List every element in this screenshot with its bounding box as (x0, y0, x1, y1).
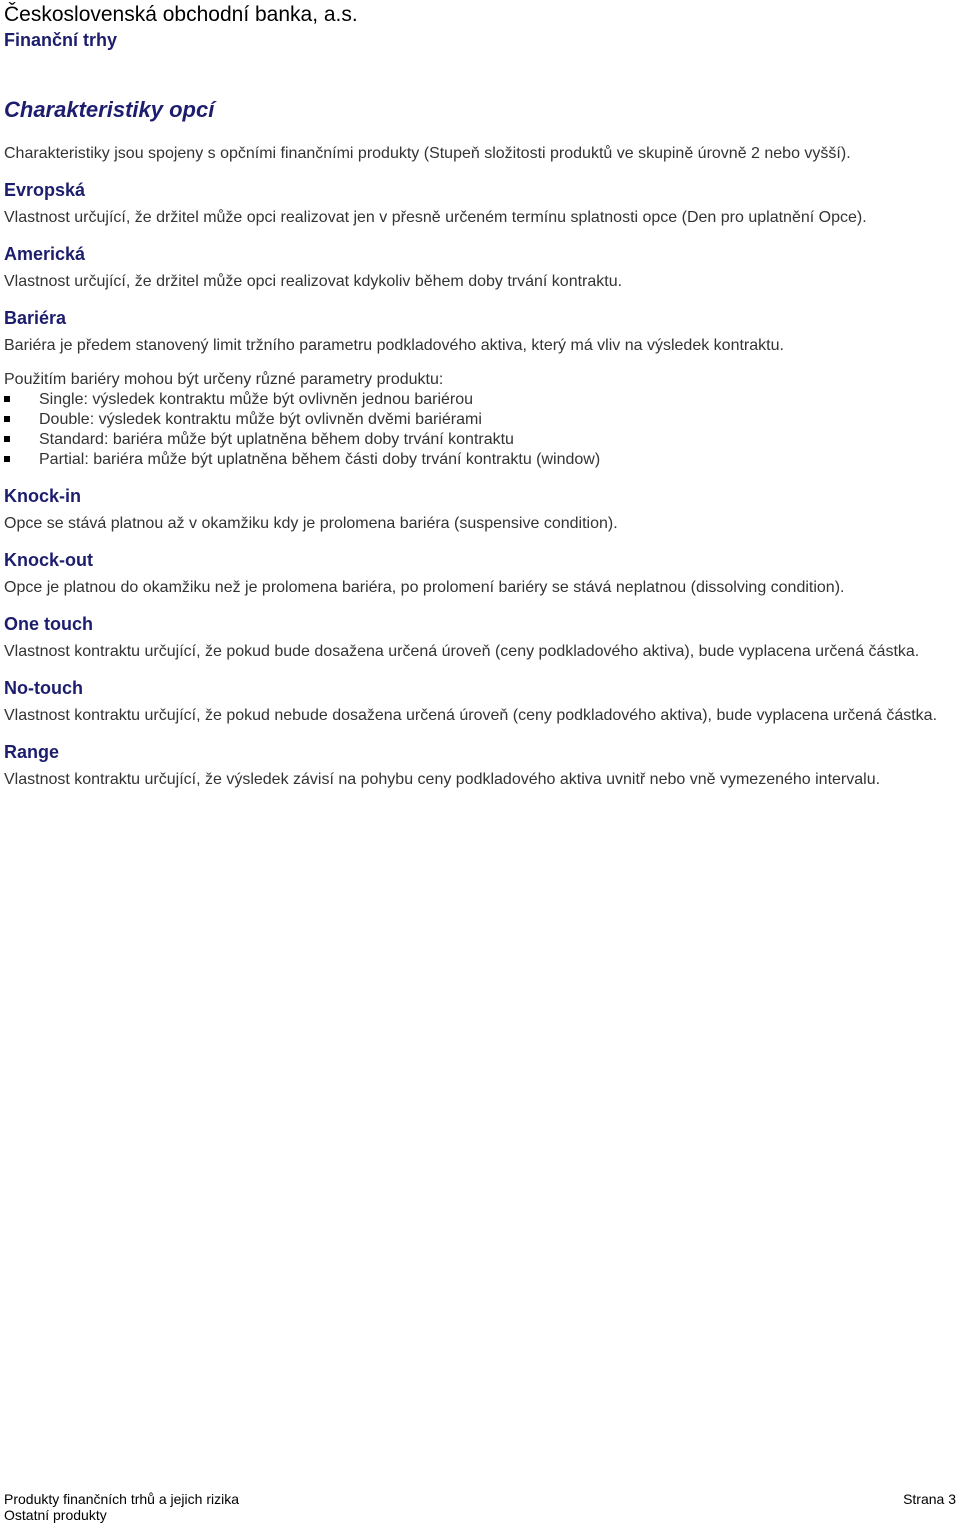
header-subtitle: Finanční trhy (4, 30, 118, 50)
section-text: Opce se stává platnou až v okamžiku kdy je prolomena bariéra (suspensive condition). (4, 515, 618, 532)
list-item (4, 450, 956, 470)
section-heading: Range (4, 742, 60, 762)
section-text: Vlastnost kontraktu určující, že výsledek závisí na pohybu ceny podkladového aktiva uvnitř nebo vně vymezeného intervalu. (4, 771, 881, 788)
section-heading: No-touch (4, 678, 83, 698)
intro-paragraph: Charakteristiky jsou spojeny s opčními finančními produkty (Stupeň složitosti produktů ve skupině úrovně 2 nebo vyšší). (4, 145, 851, 162)
list-item-text: Double: výsledek kontraktu může být ovlivněn dvěmi bariérami (39, 411, 482, 428)
document-title: Charakteristiky opcí (4, 97, 215, 122)
section-heading: Knock-in (4, 486, 82, 506)
section-knock-out (4, 548, 956, 598)
section-text: Vlastnost určující, že držitel může opci realizovat jen v přesně určeném termínu splatnosti opce (Den pro uplatnění Opce). (4, 209, 867, 226)
footer-left (4, 1491, 239, 1523)
list-item (4, 430, 956, 450)
square-bullet-icon (4, 436, 10, 442)
section-knock-in (4, 484, 956, 534)
square-bullet-icon (4, 396, 10, 402)
list-item (4, 410, 956, 430)
section-heading: Knock-out (4, 550, 93, 570)
page-header (4, 2, 358, 52)
footer-document-name: Produkty finančních trhů a jejich rizika (4, 1491, 239, 1507)
section-text: Bariéra je předem stanovený limit tržního parametru podkladového aktiva, který má vliv na výsledek kontraktu. (4, 337, 784, 354)
page-number: Strana 3 (903, 1491, 956, 1507)
list-item-text: Standard: bariéra může být uplatněna během doby trvání kontraktu (39, 431, 514, 448)
section-no-touch (4, 676, 956, 726)
section-heading: Bariéra (4, 308, 67, 328)
section-text: Opce je platnou do okamžiku než je prolomena bariéra, po prolomení bariéry se stává neplatnou (dissolving condition). (4, 579, 845, 596)
document-body (4, 96, 956, 804)
square-bullet-icon (4, 456, 10, 462)
footer-section-name: Ostatní produkty (4, 1507, 107, 1523)
section-heading: One touch (4, 614, 93, 634)
list-item (4, 390, 956, 410)
barrier-usage-intro: Použitím bariéry mohou být určeny různé parametry produktu: (4, 371, 444, 388)
section-range (4, 740, 956, 790)
section-heading: Americká (4, 244, 86, 264)
section-text: Vlastnost kontraktu určující, že pokud nebude dosažena určená úroveň (ceny podkladového aktiva), bude vyplacena určená částka. (4, 707, 938, 724)
section-bariera (4, 306, 956, 470)
list-item-text: Partial: bariéra může být uplatněna během části doby trvání kontraktu (window) (39, 451, 601, 468)
section-text: Vlastnost kontraktu určující, že pokud bude dosažena určená úroveň (ceny podkladového aktiva), bude vyplacena určená částka. (4, 643, 920, 660)
section-heading: Evropská (4, 180, 86, 200)
barrier-usage-block (4, 370, 956, 470)
section-one-touch (4, 612, 956, 662)
barrier-usage-list (4, 390, 956, 470)
section-text: Vlastnost určující, že držitel může opci realizovat kdykoliv během doby trvání kontraktu. (4, 273, 623, 290)
square-bullet-icon (4, 416, 10, 422)
company-name: Československá obchodní banka, a.s. (4, 3, 358, 26)
section-evropska (4, 178, 956, 228)
list-item-text: Single: výsledek kontraktu může být ovlivněn jednou bariérou (39, 391, 474, 408)
section-americka (4, 242, 956, 292)
